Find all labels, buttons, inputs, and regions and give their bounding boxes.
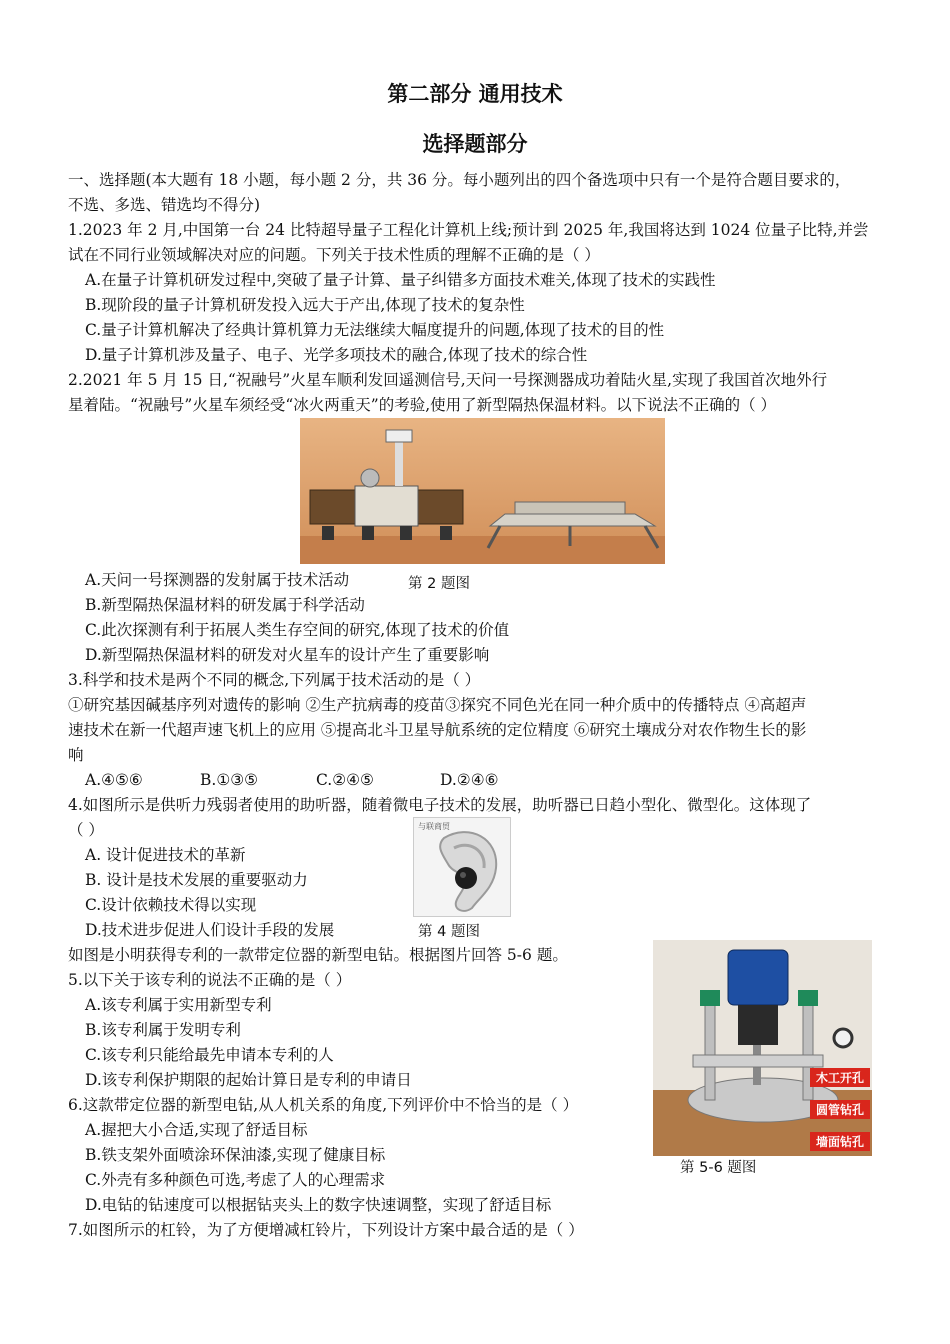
q4-figure-caption: 第 4 题图 (418, 924, 480, 940)
q5-option-d: D.该专利保护期限的起始计算日是专利的申请日 (85, 1071, 412, 1089)
drill-label-woodwork: 木工开孔 (810, 1068, 870, 1087)
drill-label-pipe: 圆管钻孔 (810, 1100, 870, 1119)
q2-stem-line-2: 星着陆。“祝融号”火星车须经受“冰火两重天”的考验,使用了新型隔热保温材料。以下说法不正确的（ ） (68, 396, 777, 414)
drill-image (653, 940, 872, 1156)
q5-option-c: C.该专利只能给最先申请本专利的人 (85, 1046, 334, 1064)
q3-stem-line-1: 3.科学和技术是两个不同的概念,下列属于技术活动的是（ ） (68, 671, 481, 689)
q2-figure-caption: 第 2 题图 (408, 576, 470, 592)
q2-option-c: C.此次探测有利于拓展人类生存空间的研究,体现了技术的价值 (85, 621, 510, 639)
ear-illustration (414, 818, 510, 916)
instructions-line-1: 一、选择题(本大题有 18 小题，每小题 2 分，共 36 分。每小题列出的四个备选项中只有一个是符合题目要求的， (68, 171, 851, 189)
q5-stem: 5.以下关于该专利的说法不正确的是（ ） (68, 971, 352, 989)
hearing-aid-image-label: 与联商贸 (418, 822, 450, 831)
mars-rover-image (300, 418, 665, 564)
part-title: 第二部分 通用技术 (387, 82, 563, 106)
q1-stem-line-1: 1.2023 年 2 月,中国第一台 24 比特超导量子工程化计算机上线;预计到 2025 年,我国将达到 1024 位量子比特,并尝 (68, 221, 869, 239)
q6-option-b: B.铁支架外面喷涂环保油漆,实现了健康目标 (85, 1146, 386, 1164)
q4-option-d: D.技术进步促进人们设计手段的发展 (85, 921, 335, 939)
q1-stem-line-2: 试在不同行业领域解决对应的问题。下列关于技术性质的理解不正确的是（ ） (68, 246, 600, 264)
q4-stem-line-2: （ ） (68, 821, 104, 839)
q56-intro: 如图是小明获得专利的一款带定位器的新型电钻。根据图片回答 5-6 题。 (68, 946, 568, 964)
q4-option-c: C.设计依赖技术得以实现 (85, 896, 257, 914)
q3-stem-line-4: 响 (68, 746, 84, 764)
q1-option-b: B.现阶段的量子计算机研发投入远大于产出,体现了技术的复杂性 (85, 296, 525, 314)
q6-option-c: C.外壳有多种颜色可选,考虑了人的心理需求 (85, 1171, 386, 1189)
q7-stem: 7.如图所示的杠铃，为了方便增减杠铃片，下列设计方案中最合适的是（ ） (68, 1221, 584, 1239)
instructions-line-2: 不选、多选、错选均不得分) (68, 196, 261, 214)
q2-option-b: B.新型隔热保温材料的研发属于科学活动 (85, 596, 365, 614)
q5-option-a: A.该专利属于实用新型专利 (85, 996, 272, 1014)
drill-label-wall: 墙面钻孔 (810, 1132, 870, 1151)
section-title: 选择题部分 (422, 132, 528, 156)
q2-option-a: A.天问一号探测器的发射属于技术活动 (85, 571, 350, 589)
q6-option-a: A.握把大小合适,实现了舒适目标 (85, 1121, 308, 1139)
q4-stem-line-1: 4.如图所示是供听力残弱者使用的助听器，随着微电子技术的发展，助听器已日趋小型化、微型化。这体现了 (68, 796, 812, 814)
q3-option-c: C.②④⑤ (316, 771, 374, 789)
q3-option-b: B.①③⑤ (200, 771, 259, 789)
q2-stem-line-1: 2.2021 年 5 月 15 日,“祝融号”火星车顺利发回遥测信号,天问一号探测器成功着陆火星,实现了我国首次地外行 (68, 371, 828, 389)
q56-figure-caption: 第 5-6 题图 (680, 1160, 757, 1176)
q3-stem-line-2: ①研究基因碱基序列对遗传的影响 ②生产抗病毒的疫苗③探究不同色光在同一种介质中的传播特点 ④高超声 (68, 696, 807, 714)
q3-stem-line-3: 速技术在新一代超声速飞机上的应用 ⑤提高北斗卫星导航系统的定位精度 ⑥研究土壤成分对农作物生长的影 (68, 721, 807, 739)
q6-option-d: D.电钻的钻速度可以根据钻夹头上的数字快速调整，实现了舒适目标 (85, 1196, 552, 1214)
q4-option-a: A. 设计促进技术的革新 (85, 846, 246, 864)
q1-option-d: D.量子计算机涉及量子、电子、光学多项技术的融合,体现了技术的综合性 (85, 346, 588, 364)
q1-option-a: A.在量子计算机研发过程中,突破了量子计算、量子纠错多方面技术难关,体现了技术的实践性 (85, 271, 716, 289)
mars-rover-illustration (300, 418, 665, 564)
q6-stem: 6.这款带定位器的新型电钻,从人机关系的角度,下列评价中不恰当的是（ ） (68, 1096, 579, 1114)
hearing-aid-image (413, 817, 511, 917)
q3-option-a: A.④⑤⑥ (85, 771, 143, 789)
q1-option-c: C.量子计算机解决了经典计算机算力无法继续大幅度提升的问题,体现了技术的目的性 (85, 321, 665, 339)
q4-option-b: B. 设计是技术发展的重要驱动力 (85, 871, 308, 889)
q5-option-b: B.该专利属于发明专利 (85, 1021, 241, 1039)
drill-illustration (653, 940, 872, 1156)
q2-option-d: D.新型隔热保温材料的研发对火星车的设计产生了重要影响 (85, 646, 490, 664)
q3-option-d: D.②④⑥ (440, 771, 499, 789)
